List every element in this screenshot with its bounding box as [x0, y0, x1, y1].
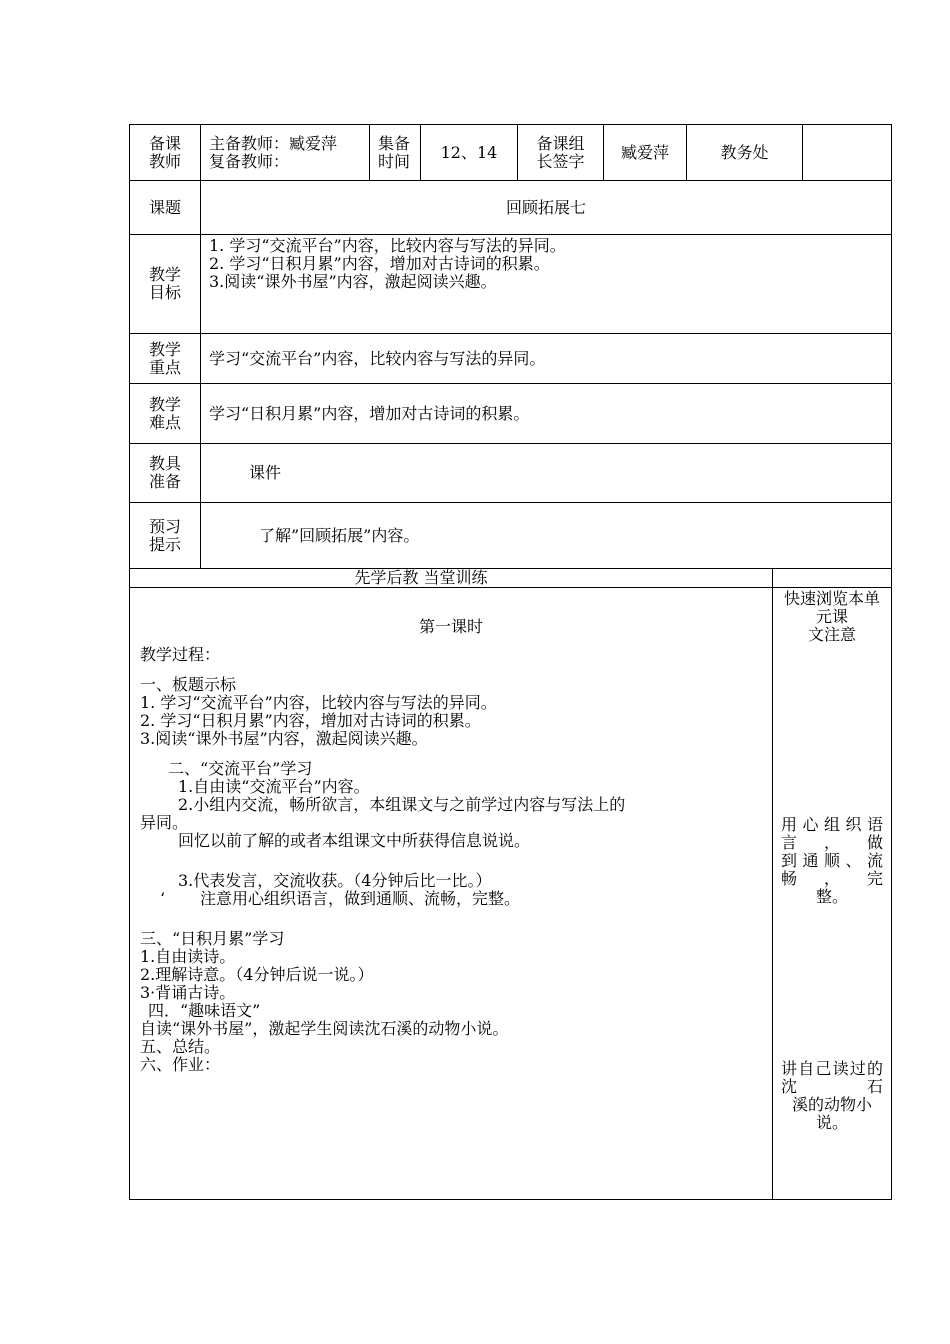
side-note-line: 用心组织语言，做	[781, 815, 884, 852]
tools-row	[130, 444, 892, 503]
lesson-line: 2.小组内交流，畅所欲言，本组课文与之前学过内容与写法上的	[178, 795, 626, 814]
goals-label-cell	[130, 235, 201, 334]
time-label-line2: 时间	[378, 151, 411, 171]
topic-label-cell	[130, 181, 201, 235]
side-note-line: 讲自己读过的沈石	[781, 1059, 884, 1096]
key-point-label-line1: 教学	[148, 339, 181, 359]
section-title-row	[130, 569, 892, 588]
lesson-line: 异同。	[140, 813, 189, 832]
side-note-line: 快速浏览本单元课	[784, 589, 881, 626]
goal-item: 3.阅读“课外书屋”内容，激起阅读兴趣。	[209, 272, 497, 291]
header-row	[130, 125, 892, 181]
lesson-line: 五、总结。	[140, 1037, 221, 1056]
side-note-line: 整。	[816, 887, 849, 906]
preview-label-cell	[130, 503, 201, 569]
preview-row	[130, 503, 892, 569]
side-note-line: 溪的动物小说。	[792, 1095, 873, 1132]
lesson-line: 3·背诵古诗。	[140, 983, 236, 1002]
side-note-line: 到通顺、流畅，完	[781, 851, 884, 888]
side-note-line: 文注意	[808, 625, 857, 644]
leader-label-cell	[518, 125, 604, 181]
lesson-line: 六、作业：	[140, 1055, 221, 1074]
lesson-line: 1.自由读“交流平台”内容。	[178, 777, 370, 796]
tools-content-cell	[201, 444, 892, 503]
goal-item: 2. 学习“日积月累”内容，增加对古诗词的积累。	[209, 254, 550, 273]
lesson-line: 注意用心组织语言，做到通顺、流畅，完整。	[200, 889, 521, 908]
lesson-main-cell	[130, 588, 773, 1200]
lesson-plan-table	[129, 124, 892, 1200]
lesson-line: 三、“日积月累”学习	[140, 929, 285, 948]
key-point-content-cell	[201, 334, 892, 384]
section-title-cell	[130, 569, 773, 588]
topic-value-cell	[201, 181, 892, 235]
office-label: 教务处	[720, 142, 769, 162]
lesson-line: 2. 学习“日积月累”内容，增加对古诗词的积累。	[140, 711, 481, 730]
goals-label-line1: 教学	[148, 265, 181, 284]
preview-label-line2: 提示	[148, 534, 181, 554]
time-value-cell	[421, 125, 518, 181]
assist-teacher: 复备教师：	[209, 151, 290, 171]
leader-name: 臧爱萍	[620, 142, 669, 162]
preview-label-line1: 预习	[148, 516, 181, 536]
teacher-label-line1: 备课	[148, 133, 181, 153]
tools-label-line2: 准备	[148, 472, 181, 491]
key-point-value: 学习“交流平台”内容，比较内容与写法的异同。	[209, 348, 546, 368]
topic-row	[130, 181, 892, 235]
topic-label: 课题	[148, 197, 181, 217]
topic-value: 回顾拓展七	[506, 197, 587, 217]
goals-label-line2: 目标	[148, 283, 181, 302]
leader-name-cell	[604, 125, 687, 181]
lesson-line: 1.自由读诗。	[140, 947, 236, 966]
lesson-line: 3.阅读“课外书屋”内容，激起阅读兴趣。	[140, 729, 428, 748]
preview-content-cell	[201, 503, 892, 569]
lesson-side-cell	[773, 588, 892, 1200]
goal-item: 1. 学习“交流平台”内容，比较内容与写法的异同。	[209, 236, 566, 255]
process-label: 教学过程：	[140, 645, 221, 664]
lesson-line: 一、板题示标	[140, 675, 237, 694]
leader-label-line1: 备课组	[536, 133, 585, 153]
goals-content-cell	[201, 235, 892, 334]
tools-label-cell	[130, 444, 201, 503]
lesson-line: 自读“课外书屋”，激起学生阅读沈石溪的动物小说。	[140, 1019, 509, 1038]
tools-label-line1: 教具	[148, 454, 181, 473]
lesson-title: 第一课时	[418, 617, 483, 636]
key-point-row	[130, 334, 892, 384]
lesson-line: 2.理解诗意。（4分钟后说一说。）	[140, 965, 374, 984]
difficulty-content-cell	[201, 384, 892, 444]
lesson-line: 二、“交流平台”学习	[168, 759, 313, 778]
office-sign-cell	[803, 125, 892, 181]
main-teacher: 主备教师：臧爱萍	[209, 133, 338, 153]
difficulty-value: 学习“日积月累”内容，增加对古诗词的积累。	[209, 403, 530, 423]
office-cell	[687, 125, 803, 181]
tools-value: 课件	[249, 463, 282, 482]
leader-label-line2: 长签字	[536, 151, 585, 171]
difficulty-row	[130, 384, 892, 444]
key-point-label-line2: 重点	[148, 357, 181, 377]
lesson-line: 回忆以前了解的或者本组课文中所获得信息说说。	[178, 831, 531, 850]
lesson-line: 3.代表发言，交流收获。（4分钟后比一比。）	[178, 871, 492, 890]
teacher-label-line2: 教师	[148, 151, 181, 171]
teacher-label-cell	[130, 125, 201, 181]
difficulty-label-line1: 教学	[148, 394, 181, 414]
lesson-line-mark: ‘	[160, 889, 166, 908]
time-label-cell	[370, 125, 421, 181]
goals-row	[130, 235, 892, 334]
key-point-label-cell	[130, 334, 201, 384]
lesson-line-combined	[140, 890, 772, 908]
lesson-line: 1. 学习“交流平台”内容，比较内容与写法的异同。	[140, 693, 497, 712]
time-label-line1: 集备	[378, 133, 411, 153]
difficulty-label-cell	[130, 384, 201, 444]
section-side-title-cell	[773, 569, 892, 588]
section-title: 先学后教 当堂训练	[354, 568, 488, 587]
lesson-line: 四．“趣味语文”	[148, 1001, 261, 1020]
difficulty-label-line2: 难点	[148, 412, 181, 432]
teachers-cell	[201, 125, 370, 181]
time-value: 12、14	[440, 142, 498, 162]
preview-value: 了解”回顾拓展”内容。	[259, 525, 420, 545]
lesson-content-row	[130, 588, 892, 1200]
